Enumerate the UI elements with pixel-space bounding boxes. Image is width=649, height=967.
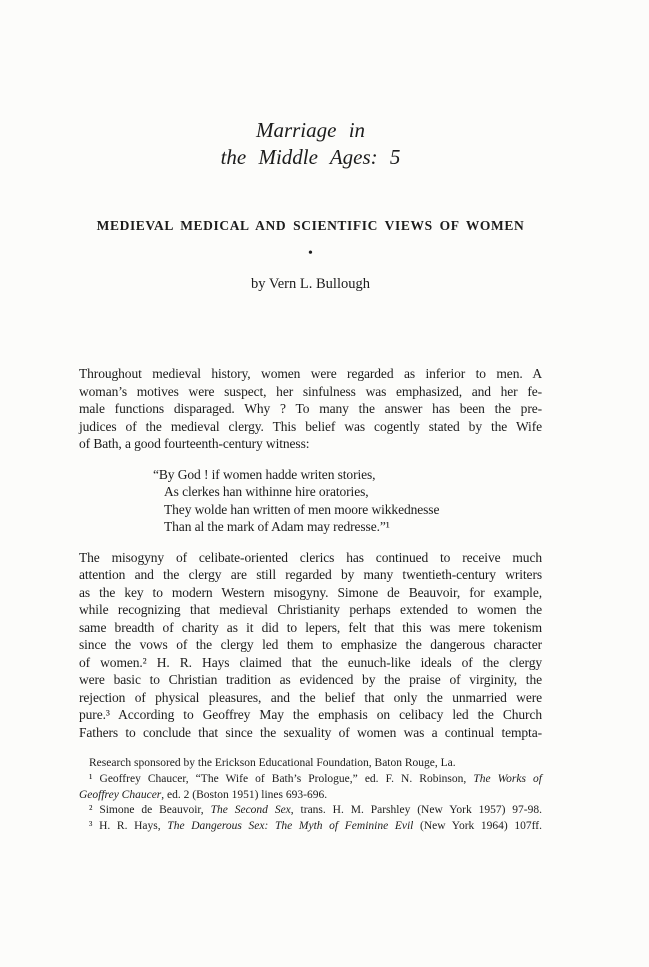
verse-quote	[79, 466, 542, 536]
text-line: male functions disparaged. Why ? To many the answer has been the pre-	[79, 401, 542, 416]
text-line: of women.² H. R. Hays claimed that the eunuch-like ideals of the clergy	[79, 654, 542, 670]
footnote-text: (New York 1964) 107ff.	[413, 820, 542, 833]
text-line: Fathers to conclude that since the sexuality of women was a continual tempta-	[79, 724, 542, 740]
text-line: The misogyny of celibate-oriented clerics has continued to receive much	[79, 549, 542, 565]
footnote-text: ² Simone de Beauvoir,	[89, 804, 211, 817]
footnote-italic-title: The Second Sex	[210, 804, 291, 817]
series-title	[79, 117, 542, 171]
footnote-line	[79, 803, 542, 819]
byline: by Vern L. Bullough	[251, 276, 370, 292]
text-line: as the key to modern Western misogyny. Simone de Beauvoir, for example,	[79, 584, 542, 600]
paragraph	[79, 549, 542, 742]
footnotes	[79, 756, 542, 835]
text-line: of Bath, a good fourteenth-century witness:	[79, 436, 310, 451]
text-line: same breadth of charity as it did to lepers, felt that this was mere tokenism	[79, 619, 542, 635]
text-line: attention and the clergy are still regarded by many twentieth-century writers	[79, 567, 542, 582]
footnote-text: , ed. 2 (Boston 1951) lines 693-696.	[161, 788, 328, 801]
series-title-line-2: the Middle Ages: 5	[220, 145, 401, 169]
article-body	[79, 365, 542, 741]
verse-line: As clerkes han withinne hire oratories,	[164, 484, 369, 499]
paragraph	[79, 365, 542, 453]
text-line: since the vows of the clergy led them to emphasize the dangerous character	[79, 637, 542, 652]
footnote-text: Research sponsored by the Erickson Educational Foundation, Baton Rouge, La.	[89, 757, 456, 769]
text-line: while recognizing that medieval Christianity perhaps extended to women the	[79, 602, 542, 617]
text-line: pure.³ According to Geoffrey May the emphasis on celibacy led the Church	[79, 707, 542, 722]
footnote-text: ¹ Geoffrey Chaucer, “The Wife of Bath’s Prologue,” ed. F. N. Robinson,	[89, 772, 474, 785]
article-title: MEDIEVAL MEDICAL AND SCIENTIFIC VIEWS OF WOMEN	[96, 218, 525, 233]
verse-line: They wolde han written of men moore wikkednesse	[164, 501, 440, 517]
footnote-line	[79, 788, 542, 804]
text-line: were basic to Christian tradition as evidenced by the praise of virginity, the	[79, 672, 542, 687]
footnote-line	[79, 819, 542, 835]
bullet-separator-icon: •	[308, 246, 313, 261]
footnote-line	[79, 772, 542, 788]
text-column	[79, 0, 542, 835]
verse-line: Than al the mark of Adam may redresse.”¹	[164, 519, 390, 534]
footnote-italic-title: Geoffrey Chaucer	[79, 788, 162, 801]
text-line: rejection of physical pleasures, and the belief that only the unmarried were	[79, 689, 542, 705]
footnote-text: , trans. H. M. Parshley (New York 1957) 97-98.	[290, 804, 543, 817]
footnote-italic-title: The Works of	[473, 772, 542, 785]
footnote-italic-title: The Dangerous Sex: The Myth of Feminine Evil	[167, 820, 414, 833]
text-line: woman’s motives were suspect, her sinfulness was emphasized, and her fe-	[79, 383, 542, 399]
footnote-line	[79, 756, 542, 772]
text-line: judices of the medieval clergy. This belief was cogently stated by the Wife	[79, 418, 542, 434]
article-header	[79, 0, 542, 293]
series-title-line-1: Marriage in	[255, 118, 366, 142]
text-line: Throughout medieval history, women were regarded as inferior to men. A	[79, 366, 542, 381]
footnote-text: ³ H. R. Hays,	[89, 820, 168, 833]
verse-line: “By God ! if women hadde writen stories,	[153, 466, 376, 482]
